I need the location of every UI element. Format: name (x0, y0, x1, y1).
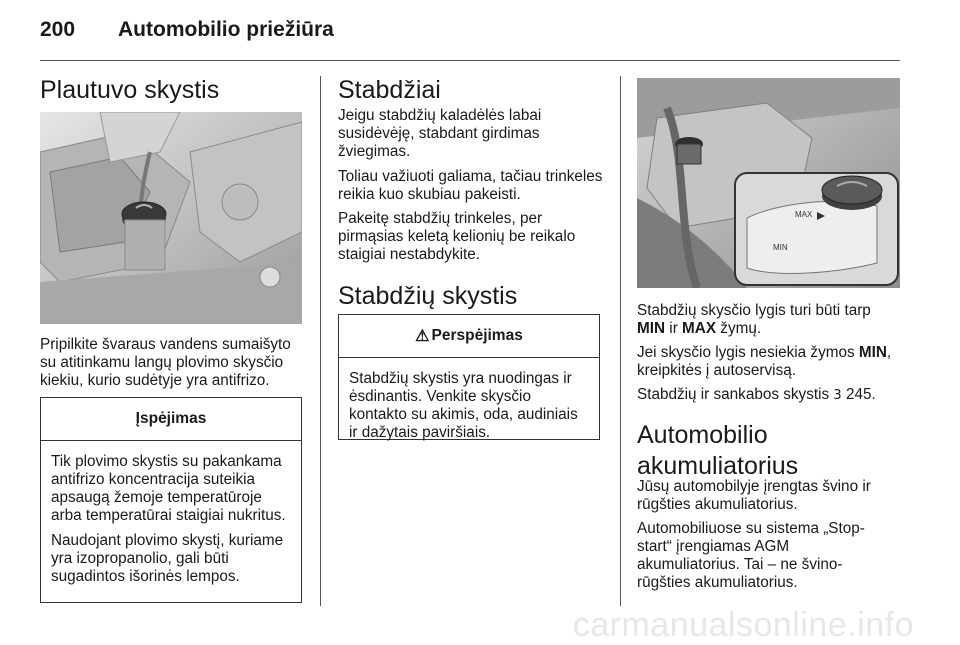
column-divider-1 (320, 76, 321, 606)
page-reference-link[interactable]: 245. (845, 386, 876, 403)
service-text: Jei skysčio lygis nesiekia žymos (637, 344, 855, 361)
page-number: 200 (40, 18, 76, 41)
min-mark-text-2: MIN (858, 344, 887, 361)
min-mark-text: MIN (637, 320, 666, 337)
reference-text: Stabdžių ir sankabos skystis (637, 386, 830, 403)
max-mark-text: MAX (682, 320, 717, 337)
brake-fluid-reservoir-illustration (637, 78, 900, 288)
service-text-end: , kreipkitės į autoservisą. (637, 344, 892, 379)
section-heading-washer-fluid: Plautuvo skystis (40, 76, 220, 104)
warning-title: Perspėjimas (431, 327, 523, 344)
section-heading-battery: Automobilio akumuliatorius (637, 421, 799, 480)
washer-reservoir-illustration (40, 112, 302, 324)
brakes-paragraph-1: Jeigu stabdžių kaladėlės labai susidėvėję, stabdant girdimas žviegimas. (338, 107, 542, 160)
page-header-title: Automobilio priežiūra (118, 18, 334, 41)
reservoir-min-label: MIN (773, 243, 788, 252)
and-text: ir (669, 320, 678, 337)
washer-fluid-paragraph: Pripilkite švaraus vandens sumaišyto su atitinkamu langų plovimo skysčio kiekiu, kurio sudėtyje yra antifrizo. (40, 336, 291, 389)
brakes-paragraph-2: Toliau važiuoti galiama, tačiau trinkeles reikia kuo skubiau pakeisti. (338, 168, 603, 203)
warning-box (338, 314, 600, 440)
battery-paragraph-2: Automobiliuose su sistema „Stop-start“ įrengiamas AGM akumuliatorius. Tai – ne švino-rūgšties akumuliatorius. (637, 520, 865, 591)
reservoir-max-label: MAX (795, 210, 813, 219)
warning-header (339, 315, 599, 358)
battery-paragraph-1: Jūsų automobilyje įrengtas švino ir rūgšties akumuliatorius. (637, 478, 871, 513)
section-heading-brakes: Stabdžiai (338, 76, 441, 104)
warning-icon: ⚠ (415, 328, 430, 345)
column-divider-2 (620, 76, 621, 606)
notice-box (40, 397, 302, 603)
page-reference-icon: 3 (833, 388, 842, 403)
brake-fluid-reference (637, 386, 907, 405)
notice-paragraph-1: Tik plovimo skystis su pakankama antifrizo koncentracija suteikia apsaugą žemoje temperatūroje arba temperatūrai staigiai nukritus. (51, 453, 286, 524)
level-text: Stabdžių skysčio lygis turi būti tarp (637, 302, 871, 319)
marks-text: žymų. (720, 320, 762, 337)
brake-fluid-service-paragraph (637, 344, 909, 380)
brakes-paragraph-3: Pakeitę stabdžių trinkeles, per pirmąsias keletą kelionių be reikalo staigiai nestabdykite. (338, 210, 576, 263)
brake-fluid-level-paragraph (637, 302, 907, 338)
header-rule (40, 60, 900, 61)
notice-paragraph-2: Naudojant plovimo skystį, kuriame yra izopropanolio, gali būti sugadintos išorinės lempos. (51, 532, 284, 585)
warning-text: Stabdžių skystis yra nuodingas ir ėsdinantis. Venkite skysčio kontakto su akimis, oda, audiniais ir dažytais paviršiais. (349, 370, 578, 441)
watermark: carmanualsonline.info (572, 606, 914, 644)
notice-title: Įspėjimas (41, 398, 301, 441)
section-heading-brake-fluid: Stabdžių skystis (338, 282, 518, 310)
